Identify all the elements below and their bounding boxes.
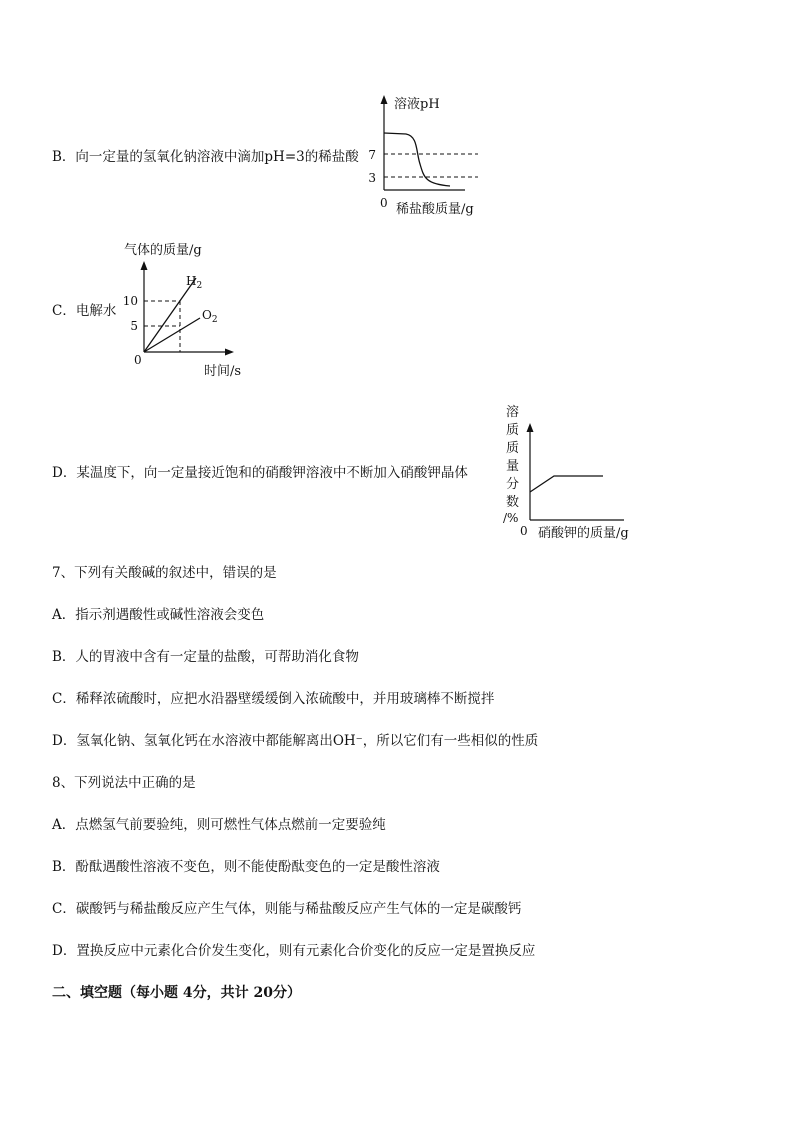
- sol-curve: [530, 476, 603, 492]
- q8-option-c: C．碳酸钙与稀盐酸反应产生气体，则能与稀盐酸反应产生气体的一定是碳酸钙: [52, 901, 522, 917]
- solubility-chart: [496, 400, 646, 545]
- q7-option-b: B．人的胃液中含有一定量的盐酸，可帮助消化食物: [52, 649, 359, 665]
- sol-y-char-4: 分: [506, 477, 520, 492]
- ph-x-label: 稀盐酸质量/g: [396, 202, 474, 217]
- sol-y-char-3: 量: [506, 459, 520, 474]
- ph-tick-3: 3: [368, 171, 376, 185]
- q8-option-a: A．点燃氢气前要验纯，则可燃性气体点燃前一定要验纯: [52, 817, 386, 833]
- electrolysis-chart: [112, 240, 252, 380]
- h2-label: $H_2$: [186, 274, 203, 291]
- sol-x-label: 硝酸钾的质量/g: [538, 526, 629, 541]
- h2-line: [144, 278, 196, 352]
- gas-x-label: 时间/s: [204, 364, 242, 379]
- sol-y-char-1: 质: [506, 423, 520, 438]
- ph-origin: 0: [380, 196, 388, 210]
- gas-y-label: 气体的质量/g: [124, 243, 202, 258]
- sol-y-char-6: /%: [503, 511, 519, 525]
- ph-y-arrow: [381, 95, 388, 104]
- q7-stem: 7、下列有关酸碱的叙述中，错误的是: [52, 565, 277, 581]
- option-c-text: C．电解水: [52, 303, 117, 319]
- o2-line: [144, 318, 200, 352]
- q8-option-b: B．酚酞遇酸性溶液不变色，则不能使酚酞变色的一定是酸性溶液: [52, 859, 440, 875]
- sol-y-char-5: 数: [506, 495, 520, 510]
- sol-y-char-0: 溶: [506, 405, 520, 420]
- section-2-heading: 二、填空题（每小题 4分，共计 20分）: [52, 985, 301, 1001]
- q7-option-c: C．稀释浓硫酸时，应把水沿器壁缓缓倒入浓硫酸中，并用玻璃棒不断搅拌: [52, 691, 495, 707]
- gas-origin: 0: [134, 353, 142, 367]
- option-b-text: B．向一定量的氢氧化钠溶液中滴加pH=3的稀盐酸: [52, 149, 359, 165]
- sol-y-char-2: 质: [506, 441, 520, 456]
- sol-y-arrow: [527, 423, 534, 432]
- sol-origin: 0: [520, 524, 528, 538]
- q7-option-a: A．指示剂遇酸性或碱性溶液会变色: [52, 607, 265, 623]
- gas-tick-10: 10: [122, 294, 138, 308]
- q7-option-d: D．氢氧化钠、氢氧化钙在水溶液中都能解离出OH⁻，所以它们有一些相似的性质: [52, 733, 539, 749]
- q8-option-d: D．置换反应中元素化合价发生变化，则有元素化合价变化的反应一定是置换反应: [52, 943, 536, 959]
- q8-stem: 8、下列说法中正确的是: [52, 775, 196, 791]
- gas-x-arrow: [225, 349, 234, 356]
- option-d-text: D．某温度下，向一定量接近饱和的硝酸钾溶液中不断加入硝酸钾晶体: [52, 465, 468, 481]
- gas-tick-5: 5: [130, 319, 138, 333]
- o2-label: $O_2$: [202, 308, 218, 325]
- gas-y-arrow: [141, 261, 148, 270]
- ph-y-label: 溶液pH: [394, 97, 440, 112]
- ph-curve: [384, 133, 450, 186]
- ph-tick-7: 7: [368, 148, 376, 162]
- ph-chart: [370, 92, 480, 222]
